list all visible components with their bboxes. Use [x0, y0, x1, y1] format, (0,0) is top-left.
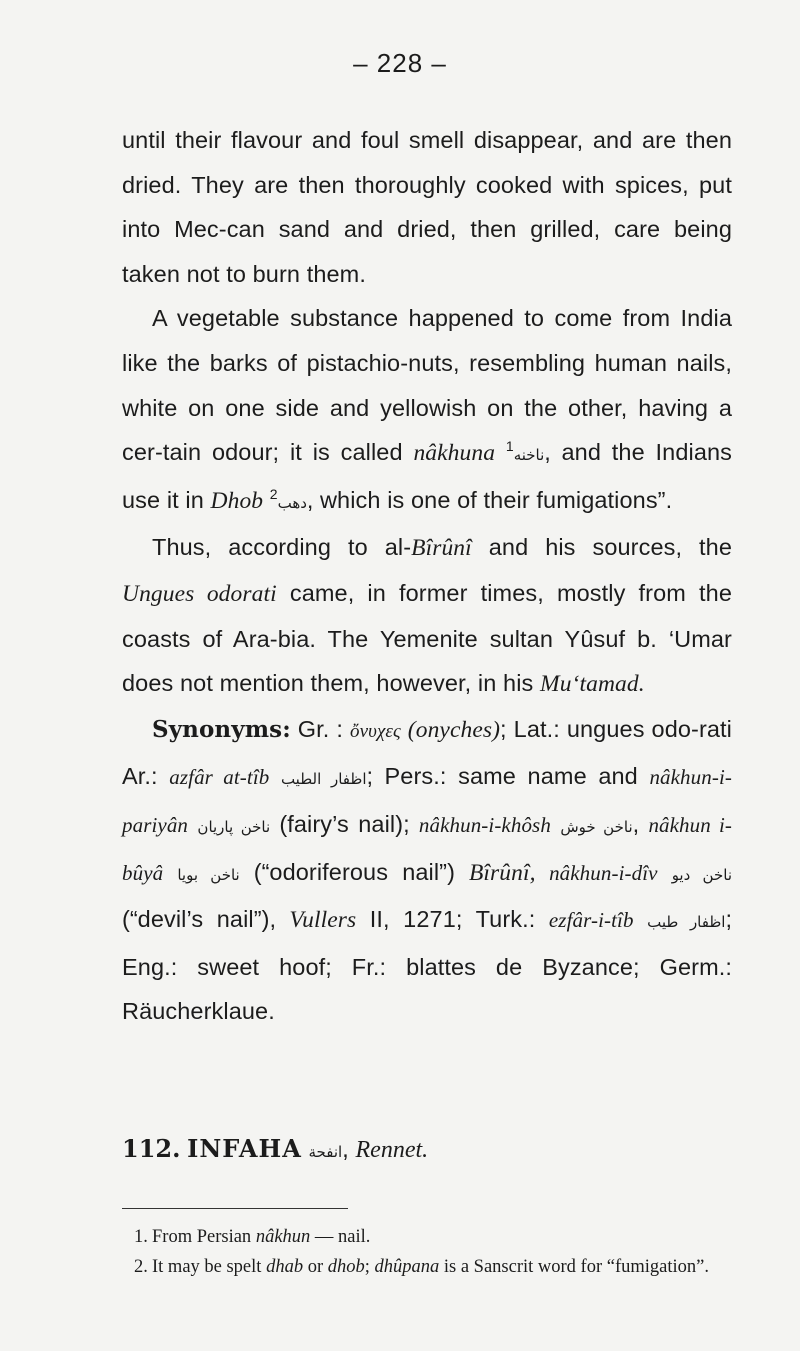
footnote-2: 2. It may be spelt dhab or dhob; dhûpana is a Sanscrit word for “fumigation”. [134, 1257, 709, 1277]
greek-word: ὄνυχες [350, 720, 401, 742]
term-biruni: Bîrûnî [411, 535, 472, 562]
entry-heading: 112. INFAHA انفحة, Rennet. [122, 1134, 429, 1163]
arabic-dhob: دهب [277, 493, 307, 512]
page-number: – 228 – [353, 48, 447, 78]
paragraph-1: until their flavour and foul smell disappear, and are then dried. They are then thoroughly cooked with spices, put into Mec-can sand and dried, then grilled, care being taken not to burn them. [122, 127, 732, 287]
term-nakhuna: nâkhuna [413, 440, 496, 467]
paragraph-2: A vegetable substance happened to come from India like the barks of pistachio-nuts, resembling human nails, white on one side and yellowish on the other, having a cer-tain odour; it is called nâkhuna ناخنه$^1$ , and the Indians use it in Dhob دهب$^2$ , which is one of their fumigations”. [122, 305, 733, 514]
footnote-ref-2[interactable]: 2 [269, 485, 278, 502]
vullers-ref: Vullers [289, 907, 357, 934]
entry-arabic: انفحة [308, 1143, 343, 1161]
term-mutamad: Mu‘tamad. [540, 671, 645, 698]
footnote-1: 1. From Persian nâkhun — nail. [134, 1227, 371, 1247]
entry-number: 112. [122, 1134, 181, 1163]
entry-headword: INFAHA [187, 1134, 302, 1163]
paragraph-3: Thus, according to al-Bîrûnî and his sources, the Ungues odorati came, in former times, mostly from the coasts of Ara-bia. The Yemenite sultan Yûsuf b. ‘Umar does not mention them, however, in his Mu‘tamad. [122, 534, 733, 698]
arabic-nakhuna: ناخنه [513, 446, 545, 465]
term-ungues-odorati: Ungues odorati [122, 580, 277, 607]
term-dhob: Dhob [210, 487, 264, 514]
footnotes [122, 1222, 732, 1282]
main-text [122, 118, 732, 1034]
footnote-divider [122, 1208, 348, 1209]
entry-translation: Rennet. [355, 1137, 429, 1163]
synonyms-label: Synonyms: [152, 715, 291, 743]
synonyms-paragraph: Synonyms: Gr. : ὄνυχες (onyches); Lat.: ungues odo-rati Ar.: azfâr at-tîb اظفار الطيب; Pers.: same name and nâkhun-i-pariyân ناخن پاریان (fairy’s nail); nâkhun-i-khôsh ناخن خوش, nâkhun i-bûyâ ناخن بویا (“odoriferous nail”) Bîrûnî, nâkhun-i-dîv ناخن دیو (“devil’s nail”), Vullers II, 1271; Turk.: ezfâr-i-tîb اظفار طيب; Eng.: sweet hoof; Fr.: blattes de Byzance; Germ.: Räucherklaue. [122, 715, 732, 1025]
footnote-ref-1[interactable]: 1 [505, 438, 514, 455]
